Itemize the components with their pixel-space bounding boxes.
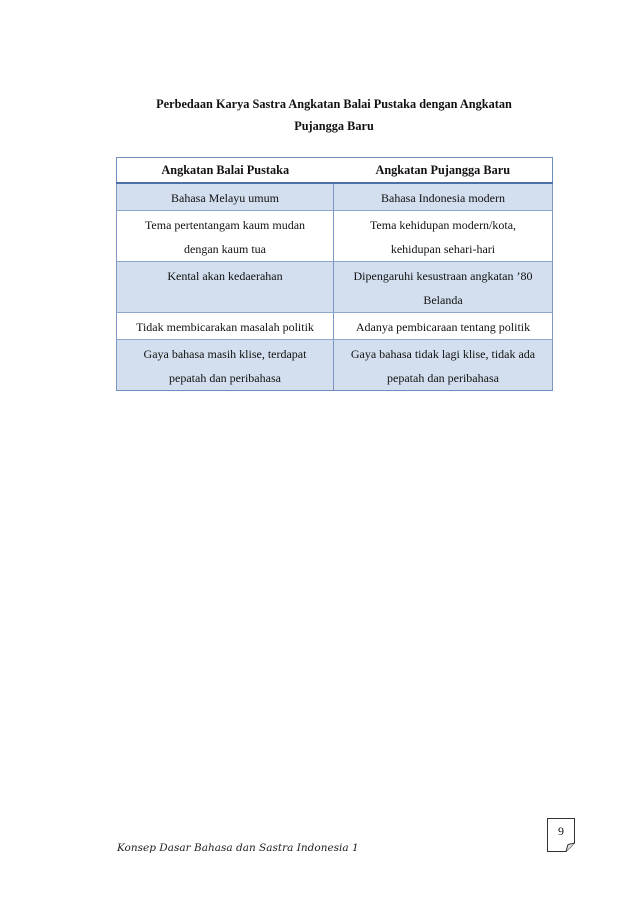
table-row (117, 313, 553, 340)
cell-balai-pustaka: Kental akan kedaerahan (117, 262, 334, 313)
cell-pujangga-baru: Adanya pembicaraan tentang politik (334, 313, 553, 340)
table-header-row (117, 158, 553, 184)
footer-text: Konsep Dasar Bahasa dan Sastra Indonesia 1 (117, 842, 359, 854)
table-row (117, 211, 553, 262)
page-number: 9 (558, 824, 564, 838)
comparison-table (116, 157, 553, 391)
title-line-2: Pujangga Baru (294, 119, 374, 133)
title-line-1: Perbedaan Karya Sastra Angkatan Balai Pustaka dengan Angkatan (156, 97, 512, 111)
cell-pujangga-baru: Gaya bahasa tidak lagi klise, tidak ada pepatah dan peribahasa (334, 340, 553, 391)
header-pujangga-baru: Angkatan Pujangga Baru (334, 158, 553, 184)
table-row (117, 340, 553, 391)
header-balai-pustaka: Angkatan Balai Pustaka (117, 158, 334, 184)
document-title (116, 93, 552, 137)
cell-balai-pustaka: Gaya bahasa masih klise, terdapat pepatah dan peribahasa (117, 340, 334, 391)
cell-balai-pustaka: Tema pertentangam kaum mudan dengan kaum tua (117, 211, 334, 262)
page-number-box (547, 818, 575, 851)
cell-pujangga-baru: Bahasa Indonesia modern (334, 183, 553, 211)
cell-pujangga-baru: Dipengaruhi kesustraan angkatan ’80 Belanda (334, 262, 553, 313)
cell-balai-pustaka: Tidak membicarakan masalah politik (117, 313, 334, 340)
cell-balai-pustaka: Bahasa Melayu umum (117, 183, 334, 211)
table-row (117, 262, 553, 313)
table-row (117, 183, 553, 211)
cell-pujangga-baru: Tema kehidupan modern/kota, kehidupan sehari-hari (334, 211, 553, 262)
